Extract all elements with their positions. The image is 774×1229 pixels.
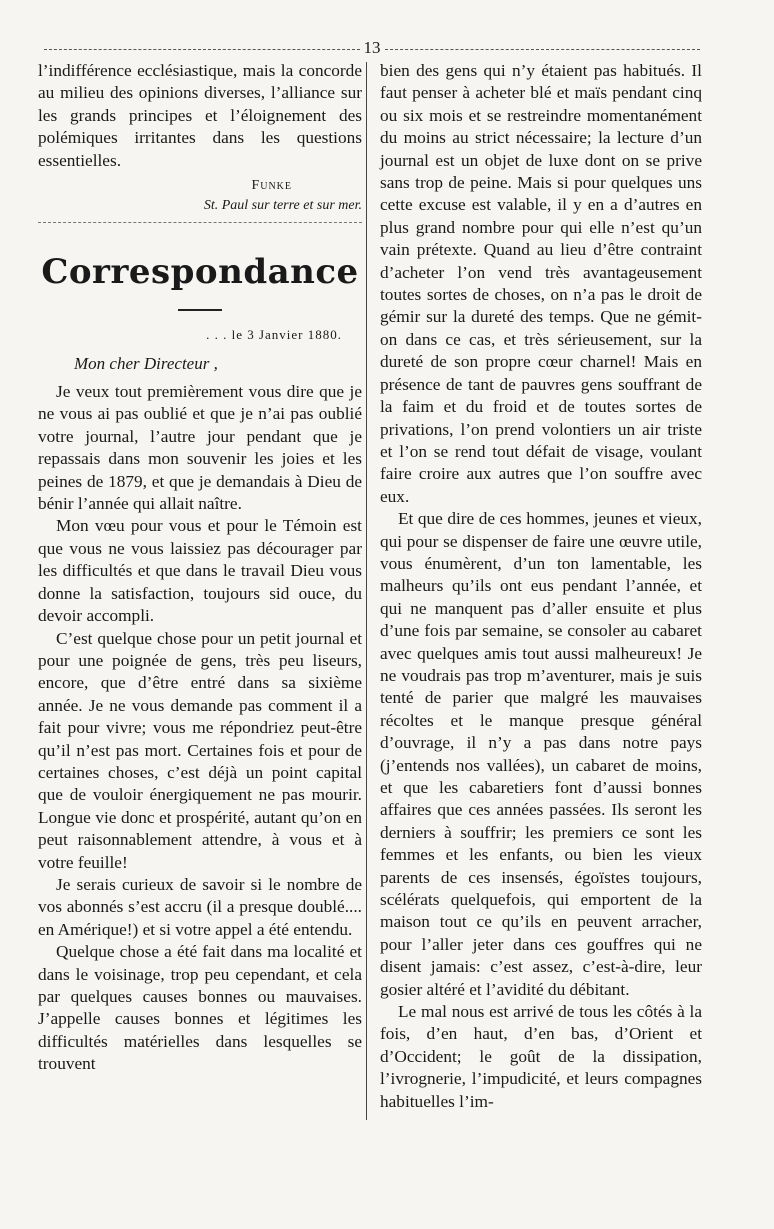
left-column — [38, 60, 362, 1076]
paragraph: C’est quelque chose pour un petit journal et pour une poignée de gens, très peu liseurs, encore, que d’être entré dans sa sixième année. Je ne vous demande pas comment il a fait pour vivre; vous me répondriez peut-être qu’il n’est pas mort. Certaines fois et pour de certaines choses, c’est déjà un point capital que de vouloir énergiquement ne pas mourir. Longue vie donc et prospérité, autant qu’on en peut raisonnablement attendre, à vous et à votre feuille! — [38, 628, 362, 872]
paragraph: Je serais curieux de savoir si le nombre de vos abonnés s’est accru (il a presque doublé.... en Amérique!) et si votre appel a été entendu. — [38, 874, 362, 939]
page-number: 13 — [363, 37, 381, 57]
page-header — [44, 36, 700, 58]
paragraph: Je veux tout premièrement vous dire que je ne vous ai pas oublié et que je n’ai pas oublié votre journal, l’autre jour pendant que je repassais dans mon souvenir les joies et les peines de 1879, et que je demandais à Dieu de bénir l’année qui allait naître. — [38, 382, 362, 514]
header-rule-left — [44, 49, 360, 50]
right-column — [380, 60, 702, 1113]
header-rule-right — [385, 49, 701, 50]
title-rule — [178, 309, 222, 311]
opening-text: l’indifférence ecclésiastique, mais la concorde au milieu des opinions diverses, l’alliance sur les grands principes et l’éloignement des polémiques irritantes dans les questions essentielles. — [38, 61, 362, 170]
paragraph: Et que dire de ces hommes, jeunes et vieux, qui pour se dispenser de faire une œuvre utile, vous énumèrent, d’un ton lamentable, les malheurs qu’ils ont eus pendant l’année, et qui ne manquent pas d’aller ensuite et plus d’une fois par semaine, se consoler au cabaret avec quelques amis tout aussi malheureux! Je ne voudrais pas trop m’aventurer, mais je suis tenté de parier que malgré les mauvaises récoltes et le manque presque général d’ouvrage, il n’y a pas dans notre pays (j’entends nos vallées), un cabaret de moins, et que les cabaretiers font d’aussi bonnes affaires que ces années passées. Ils seront les derniers à souffrir; les premiers ce sont les femmes et les enfants, ou bien les vieux parents de ces insensés, égoïstes toujours, scélérats quelquefois, qui emportent de la maison tout ce qu’ils en peuvent arracher, pour l’aller jeter dans ces gouffres qui ne disent jamais: c’est assez, c’est-à-dire, leur gosier altéré et l’avidité du débitant. — [380, 509, 702, 999]
signature: Funke — [251, 178, 292, 194]
salutation: Mon cher Directeur , — [74, 354, 218, 374]
dateline: . . . le 3 Janvier 1880. — [206, 327, 342, 343]
section-title: Correspondance — [41, 252, 359, 293]
signature-source: St. Paul sur terre et sur mer. — [203, 198, 362, 214]
paragraph: bien des gens qui n’y étaient pas habitués. Il faut penser à acheter blé et maïs pendant cinq ou six mois et se restreindre momentanément du moins au strict nécessaire; la lecture d’un journal est un objet de luxe dont on se prive sans trop de peine. Mais si pour quelques uns cette excuse est valable, il y en a d’autres en plus grand nombre pour qui elle n’est qu’un vain prétexte. Quand au lieu d’être contraint d’acheter l’on vend très avantageusement toutes sortes de choses, on n’a pas le droit de gémir sur la dureté des temps. Que ne gémit-on dans ce cas, et très sérieusement, sur la dureté de son propre cœur charnel! Mais en présence de tant de pauvres gens souffrant de la faim et du froid et de toutes sortes de privations, l’on prend volontiers un air triste et l’on se rend tout défait de visage, voulant faire croire aux autres que l’on souffre avec eux. — [380, 61, 702, 506]
section-separator — [38, 222, 362, 223]
paragraph: Le mal nous est arrivé de tous les côtés à la fois, d’en haut, d’en bas, d’Orient et d’Occident; le goût de la dissipation, l’ivrognerie, l’impudicité, et leurs compagnes habituelles l’im- — [380, 1002, 702, 1111]
paragraph: Mon vœu pour vous et pour le Témoin est que vous ne vous laissiez pas décourager par les difficultés et que dans le travail Dieu vous donne la satisfaction, toujours sid ouce, du devoir accompli. — [38, 516, 362, 626]
column-divider — [366, 62, 367, 1120]
paragraph: Quelque chose a été fait dans ma localité et dans le voisinage, trop peu cependant, et cela par quelques causes bonnes ou mauvaises. J’appelle causes bonnes et légitimes les difficultés matérielles dans lesquelles se trouvent — [38, 942, 362, 1074]
